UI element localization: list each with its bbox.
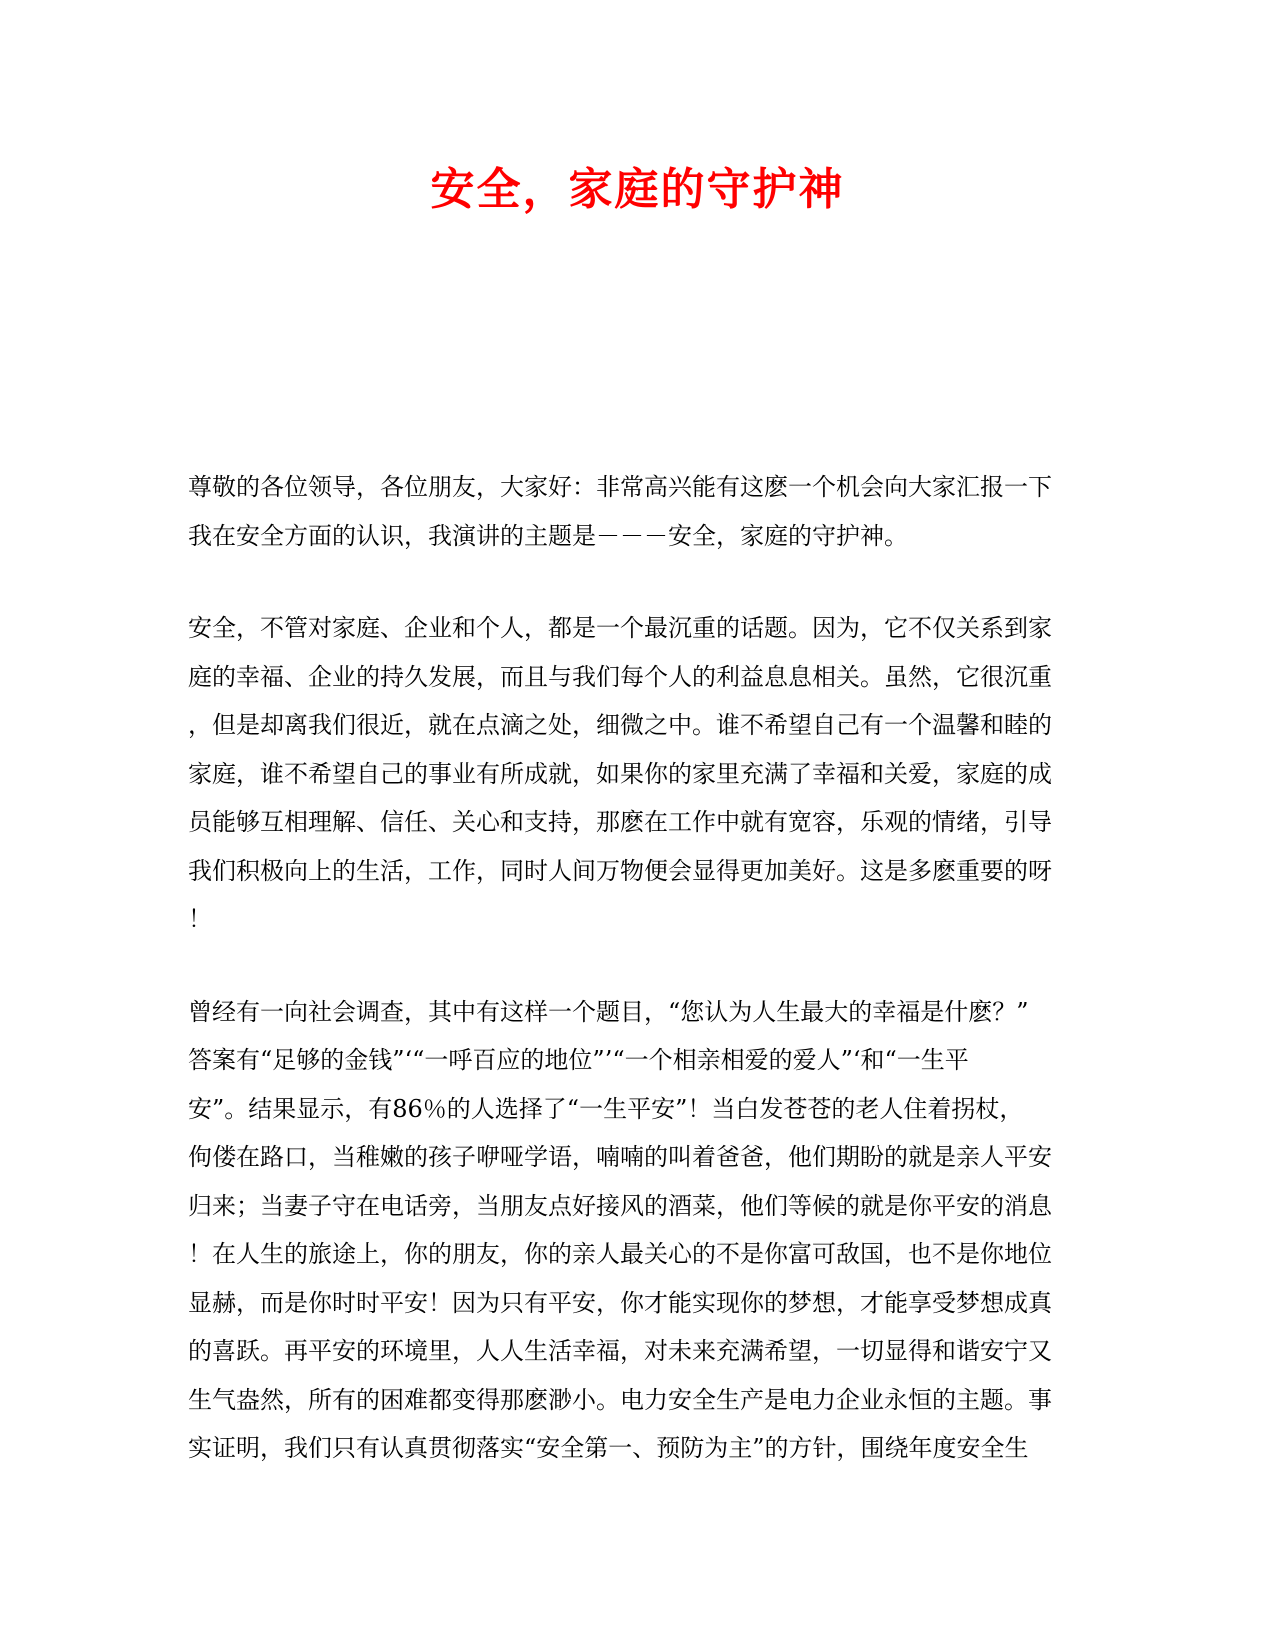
text-line: 安”。结果显示，有86％的人选择了“一生平安”！当白发苍苍的老人住着拐杖， [188, 1094, 1024, 1123]
text-line: ！ [188, 905, 212, 933]
text-line: 生气盎然，所有的困难都变得那麽渺小。电力安全生产是电力企业永恒的主题。事 [188, 1385, 1052, 1414]
paragraph-greeting [188, 463, 1088, 560]
document-body [188, 463, 1088, 1517]
text-line: 答案有“足够的金钱”‘“一呼百应的地位”’“一个相亲相爱的爱人”‘和“一生平 [188, 1046, 969, 1074]
text-line: ！在人生的旅途上，你的朋友，你的亲人最关心的不是你富可敌国，也不是你地位 [188, 1240, 1052, 1268]
text-line: 我在安全方面的认识，我演讲的主题是－－－安全，家庭的守护神。 [188, 521, 908, 550]
document-title: 安全，家庭的守护神 [430, 164, 845, 215]
text-line: 的喜跃。再平安的环境里，人人生活幸福，对未来充满希望，一切显得和谐安宁又 [188, 1337, 1052, 1365]
text-line: 尊敬的各位领导，各位朋友，大家好：非常高兴能有这麽一个机会向大家汇报一下 [188, 473, 1052, 501]
text-line: 家庭，谁不希望自己的事业有所成就，如果你的家里充满了幸福和关爱，家庭的成 [188, 759, 1052, 788]
text-line: 归来；当妻子守在电话旁，当朋友点好接风的酒菜，他们等候的就是你平安的消息 [188, 1191, 1052, 1220]
text-line: 曾经有一向社会调查，其中有这样一个题目，“您认为人生最大的幸福是什麽？” [188, 997, 1029, 1026]
text-line: 实证明，我们只有认真贯彻落实“安全第一、预防为主”的方针，围绕年度安全生 [188, 1434, 1029, 1462]
paragraph-safety-importance [188, 604, 1088, 944]
text-line: 佝偻在路口，当稚嫩的孩子咿哑学语，喃喃的叫着爸爸，他们期盼的就是亲人平安 [188, 1143, 1052, 1171]
text-line: 员能够互相理解、信任、关心和支持，那麽在工作中就有宽容，乐观的情绪，引导 [188, 808, 1052, 836]
text-line: 显赫，而是你时时平安！因为只有平安，你才能实现你的梦想，才能享受梦想成真 [188, 1288, 1052, 1317]
text-line: ，但是却离我们很近，就在点滴之处，细微之中。谁不希望自己有一个温馨和睦的 [188, 711, 1052, 739]
text-line: 安全，不管对家庭、企业和个人，都是一个最沉重的话题。因为，它不仅关系到家 [188, 614, 1052, 642]
text-line: 庭的幸福、企业的持久发展，而且与我们每个人的利益息息相关。虽然，它很沉重 [188, 662, 1052, 691]
paragraph-survey [188, 988, 1088, 1473]
text-line: 我们积极向上的生活，工作，同时人间万物便会显得更加美好。这是多麽重要的呀 [188, 856, 1052, 885]
